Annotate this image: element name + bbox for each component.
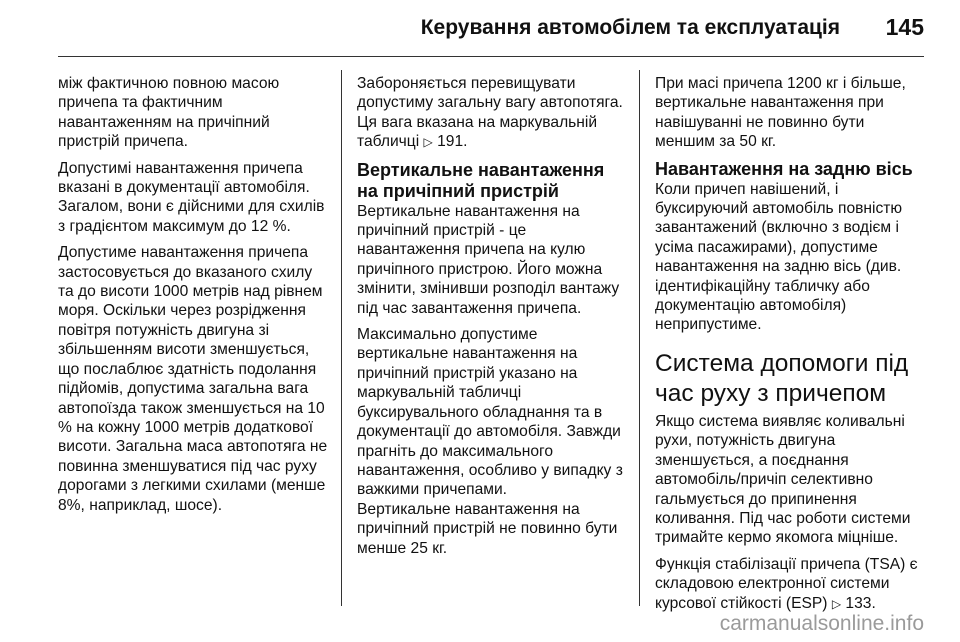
paragraph: Якщо система виявляє коливальні рухи, потужність двигуна зменшується, а поєднання автомобіль/причіп селективно гальмується до припинення коливання. Під час роботи системи тримайте кермо якомога міцніше. [655,412,911,547]
page-reference[interactable]: 133. [845,594,876,612]
page-reference-arrow-icon: ▷ [423,135,433,150]
section-heading: Навантаження на задню вісь [655,158,913,179]
column-1 [58,74,330,522]
paragraph: При масі причепа 1200 кг і більше, вертикальне навантаження при навішуванні не повинно бути меншим за 50 кг. [655,75,906,151]
column-divider-2 [639,70,640,606]
paragraph: Допустимі навантаження причепа вказані в документації автомобіля. Загалом, вони є дійсними для схилів з градієнтом максимум до 12 %. [58,159,325,235]
watermark: carmanualsonline.info [719,612,924,635]
column-divider-1 [341,70,342,606]
column-2 [357,74,625,565]
section-title: Система допомоги під час руху з причепом [655,349,909,407]
paragraph: Вертикальне навантаження на причіпний пристрій - це навантаження причепа на кулю причіпного пристрою. Його можна змінити, змінивши розподіл вантажу під час завантаження причепа. [357,202,620,317]
paragraph: Вертикальне навантаження на причіпний пристрій не повинно бути менше 25 кг. [357,500,618,557]
page-reference-arrow-icon: ▷ [831,596,842,611]
paragraph [655,555,925,614]
paragraph: Коли причеп навішений, і буксируючий автомобіль повністю завантажений (включно з водієм і усіма пасажирами), допустиме навантаження на задню вісь (див. ідентифікаційну табличку або документацію автомобіля) неприпустиме. [655,180,903,334]
page-reference[interactable]: 191. [437,133,468,151]
paragraph-text: Функція стабілізації причепа (TSA) є складовою електронної системи курсової стійкості (ESP) [655,555,918,612]
paragraph: Максимально допустиме вертикальне навантаження на причіпний пристрій указано на маркувальній табличці буксирувального обладнання та в документації до автомобіля. Завжди прагніть до максимального навантаження, особливо у випадку з важкими причепами. [357,326,623,499]
paragraph: між фактичною повною масою причепа та фактичним навантаженням на причіпний пристрій причепа. [58,75,280,151]
chapter-title: Керування автомобілем та експлуатація [420,16,840,39]
paragraph [357,74,625,153]
column-3 [655,74,925,621]
paragraph: Допустиме навантаження причепа застосовується до вказаного схилу та до висоти 1000 метрів над рівнем моря. Оскільки через розрідження повітря потужність двигуна зі збільшенням висоти зменшується, що послаблює здатність подолання підйомів, допустима загальна вага автопоїзда також зменшується на 10 % на кожну 1000 метрів додаткової висоти. Загальна маса автопотяга не повинна зменшуватися під час руху дорогами з легкими схилами (менше 8%, наприклад, шосе). [58,244,328,514]
paragraph-text: Забороняється перевищувати допустиму загальну вагу автопотяга. Ця вага вказана на маркувальній табличці [357,75,623,151]
section-heading: Вертикальне навантаження на причіпний пристрій [357,159,605,201]
header-divider [58,56,924,57]
page-number: 145 [885,14,924,40]
